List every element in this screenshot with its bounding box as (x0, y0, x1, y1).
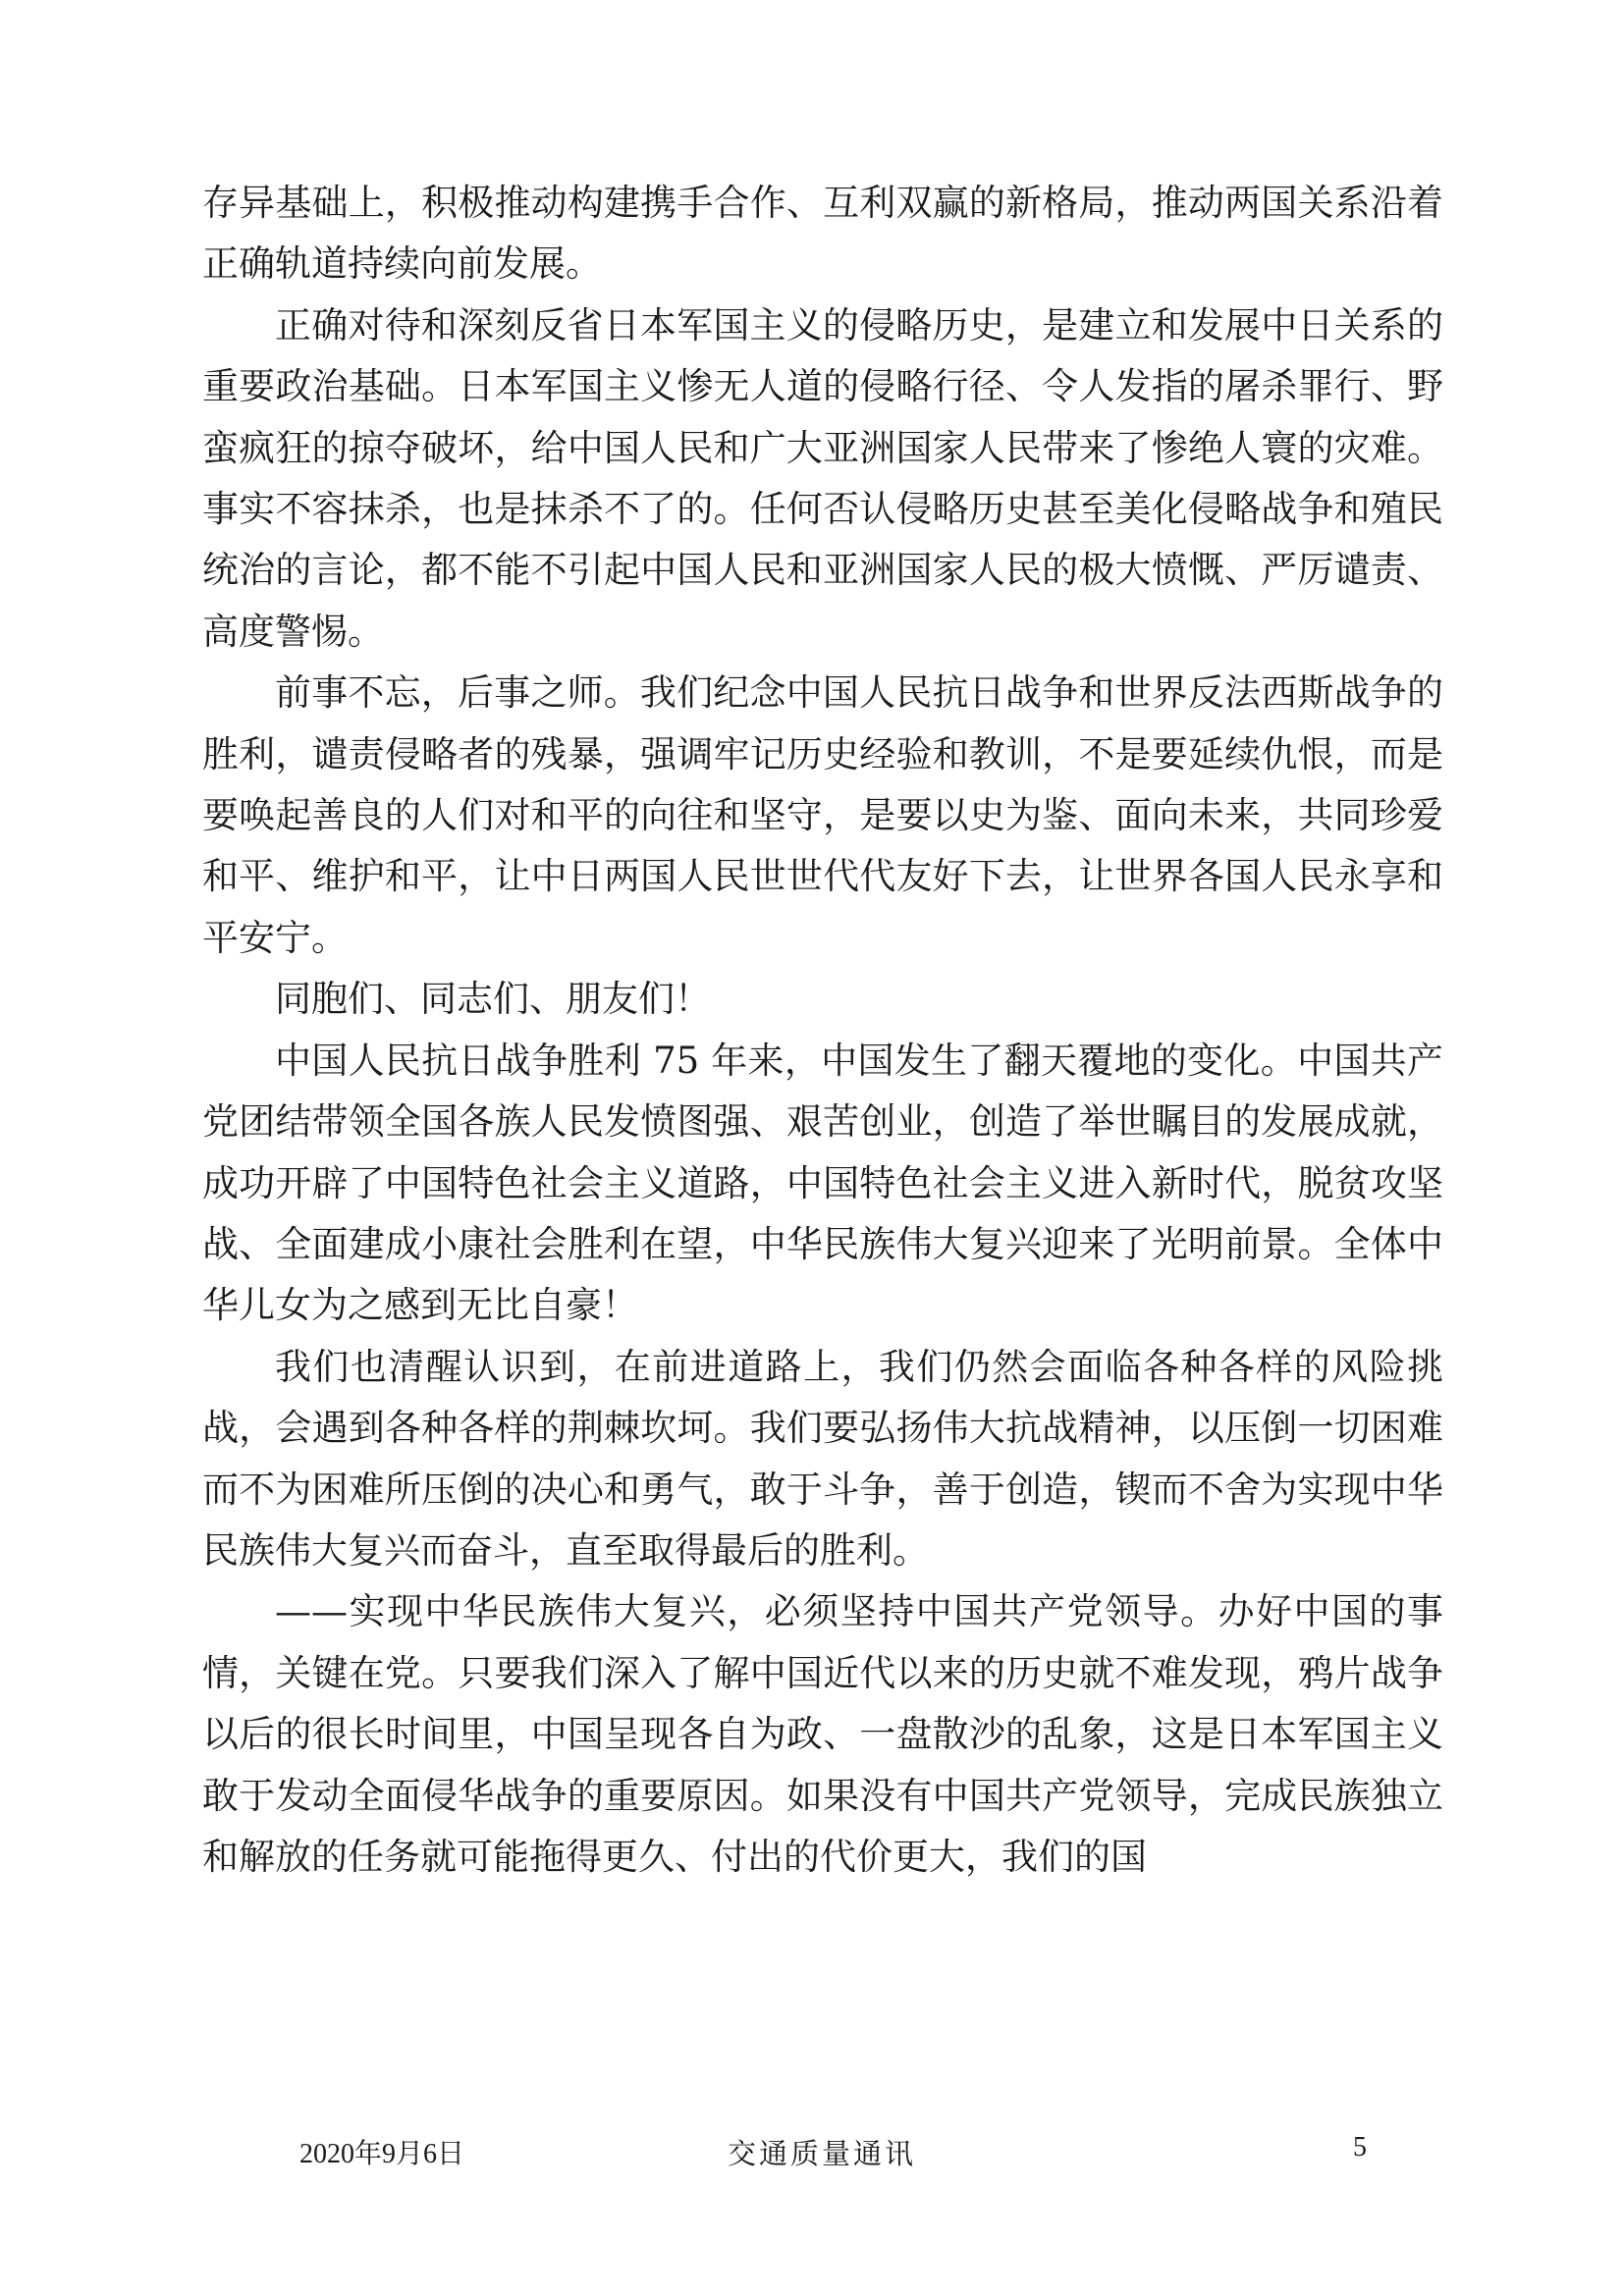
paragraph: 我们也清醒认识到，在前进道路上，我们仍然会面临各种各样的风险挑战，会遇到各种各样的荆棘坎坷。我们要弘扬伟大抗战精神，以压倒一切困难而不为困难所压倒的决心和勇气，敢于斗争，善于创造，锲而不舍为实现中华民族伟大复兴而奋斗，直至取得最后的胜利。 (202, 1345, 1443, 1572)
article-body (202, 173, 1443, 1888)
page-footer (0, 2132, 1623, 2181)
paragraph: ——实现中华民族伟大复兴，必须坚持中国共产党领导。办好中国的事情，关键在党。只要我们深入了解中国近代以来的历史就不难发现，鸦片战争以后的很长时间里，中国呈现各自为政、一盘散沙的乱象，这是日本军国主义敢于发动全面侵华战争的重要原因。如果没有中国共产党领导，完成民族独立和解放的任务就可能拖得更久、付出的代价更大，我们的国 (202, 1590, 1443, 1878)
paragraph: 正确对待和深刻反省日本军国主义的侵略历史，是建立和发展中日关系的重要政治基础。日本军国主义惨无人道的侵略行径、令人发指的屠杀罪行、野蛮疯狂的掠夺破坏，给中国人民和广大亚洲国家人民带来了惨绝人寰的灾难。事实不容抹杀，也是抹杀不了的。任何否认侵略历史甚至美化侵略战争和殖民统治的言论，都不能不引起中国人民和亚洲国家人民的极大愤慨、严厉谴责、高度警惕。 (202, 303, 1443, 653)
paragraph-continued: 存异基础上，积极推动构建携手合作、互利双赢的新格局，推动两国关系沿着正确轨道持续向前发展。 (202, 182, 1443, 286)
paragraph-salutation: 同胞们、同志们、朋友们！ (275, 978, 711, 1021)
page-number: 5 (1353, 2132, 1367, 2163)
paragraph: 前事不忘，后事之师。我们纪念中国人民抗日战争和世界反法西斯战争的胜利，谴责侵略者的残暴，强调牢记历史经验和教训，不是要延续仇恨，而是要唤起善良的人们对和平的向往和坚守，是要以史为鉴、面向未来，共同珍爱和平、维护和平，让中日两国人民世世代代友好下去，让世界各国人民永享和平安宁。 (202, 671, 1443, 959)
paragraph: 中国人民抗日战争胜利 75 年来，中国发生了翻天覆地的变化。中国共产党团结带领全国各族人民发愤图强、艰苦创业，创造了举世瞩目的发展成就，成功开辟了中国特色社会主义道路，中国特色社会主义进入新时代，脱贫攻坚战、全面建成小康社会胜利在望，中华民族伟大复兴迎来了光明前景。全体中华儿女为之感到无比自豪！ (202, 1039, 1443, 1327)
footer-date: 2020年9月6日 (299, 2139, 465, 2169)
footer-publication-title: 交通质量通讯 (728, 2139, 917, 2170)
